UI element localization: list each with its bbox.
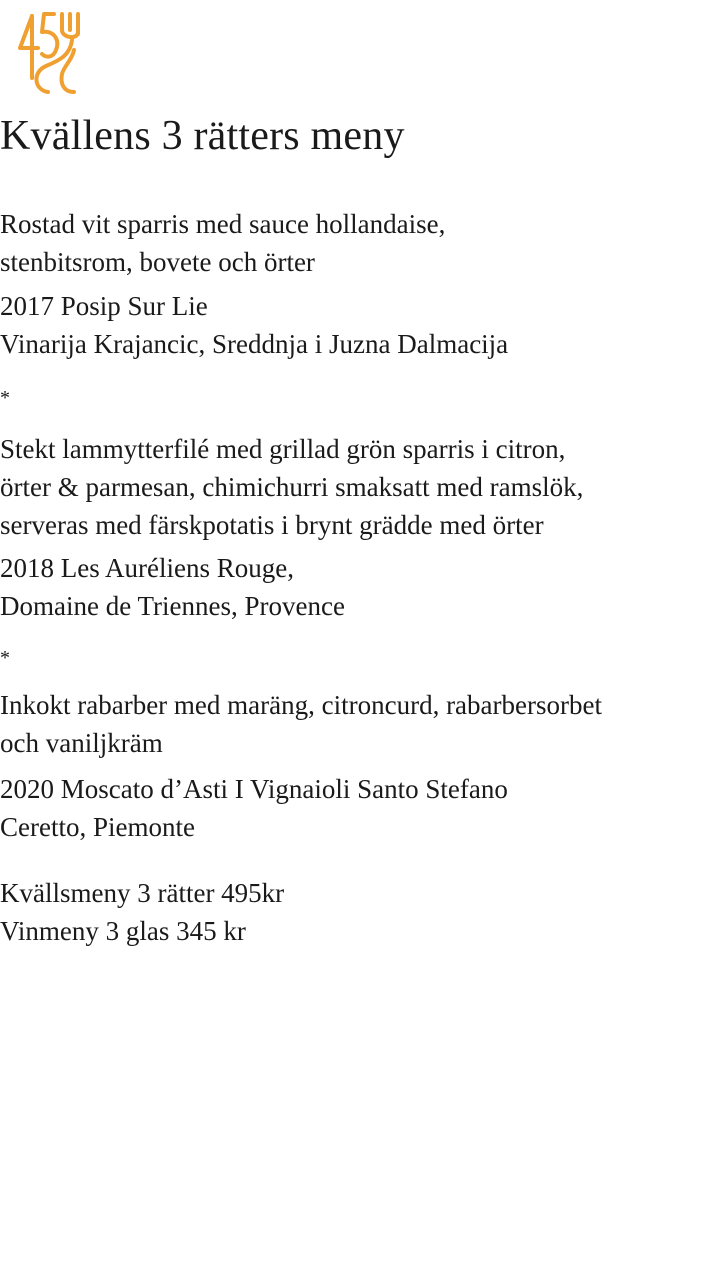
dish-line: örter & parmesan, chimichurri smaksatt med ramslök, xyxy=(0,472,584,502)
course-1-dish xyxy=(0,205,720,281)
wine-line: 2018 Les Auréliens Rouge, xyxy=(0,553,294,583)
fork-logo-icon xyxy=(14,10,90,96)
wine-line: 2020 Moscato d’Asti I Vignaioli Santo Stefano xyxy=(0,774,508,804)
menu-title: Kvällens 3 rätters meny xyxy=(0,113,405,159)
dish-line: stenbitsrom, bovete och örter xyxy=(0,247,315,277)
course-3-dish xyxy=(0,686,720,762)
course-1-wine xyxy=(0,287,720,363)
dish-line: serveras med färskpotatis i brynt grädde med örter xyxy=(0,510,544,540)
wine-line: Vinarija Krajancic, Sreddnja i Juzna Dalmacija xyxy=(0,329,509,359)
price-line: Vinmeny 3 glas 345 kr xyxy=(0,916,246,946)
dish-line: Inkokt rabarber med maräng, citroncurd, rabarbersorbet xyxy=(0,690,602,720)
wine-line: Ceretto, Piemonte xyxy=(0,812,195,842)
course-3-wine xyxy=(0,770,720,846)
wine-line: Domaine de Triennes, Provence xyxy=(0,591,345,621)
price-line: Kvällsmeny 3 rätter 495kr xyxy=(0,878,285,908)
course-separator: * xyxy=(0,647,10,669)
dish-line: Stekt lammytterfilé med grillad grön sparris i citron, xyxy=(0,434,566,464)
course-2-dish xyxy=(0,430,720,544)
dish-line: och vaniljkräm xyxy=(0,728,163,758)
dish-line: Rostad vit sparris med sauce hollandaise, xyxy=(0,209,446,239)
price-list xyxy=(0,874,720,950)
wine-line: 2017 Posip Sur Lie xyxy=(0,291,208,321)
course-2-wine xyxy=(0,549,720,625)
course-separator: * xyxy=(0,387,10,409)
